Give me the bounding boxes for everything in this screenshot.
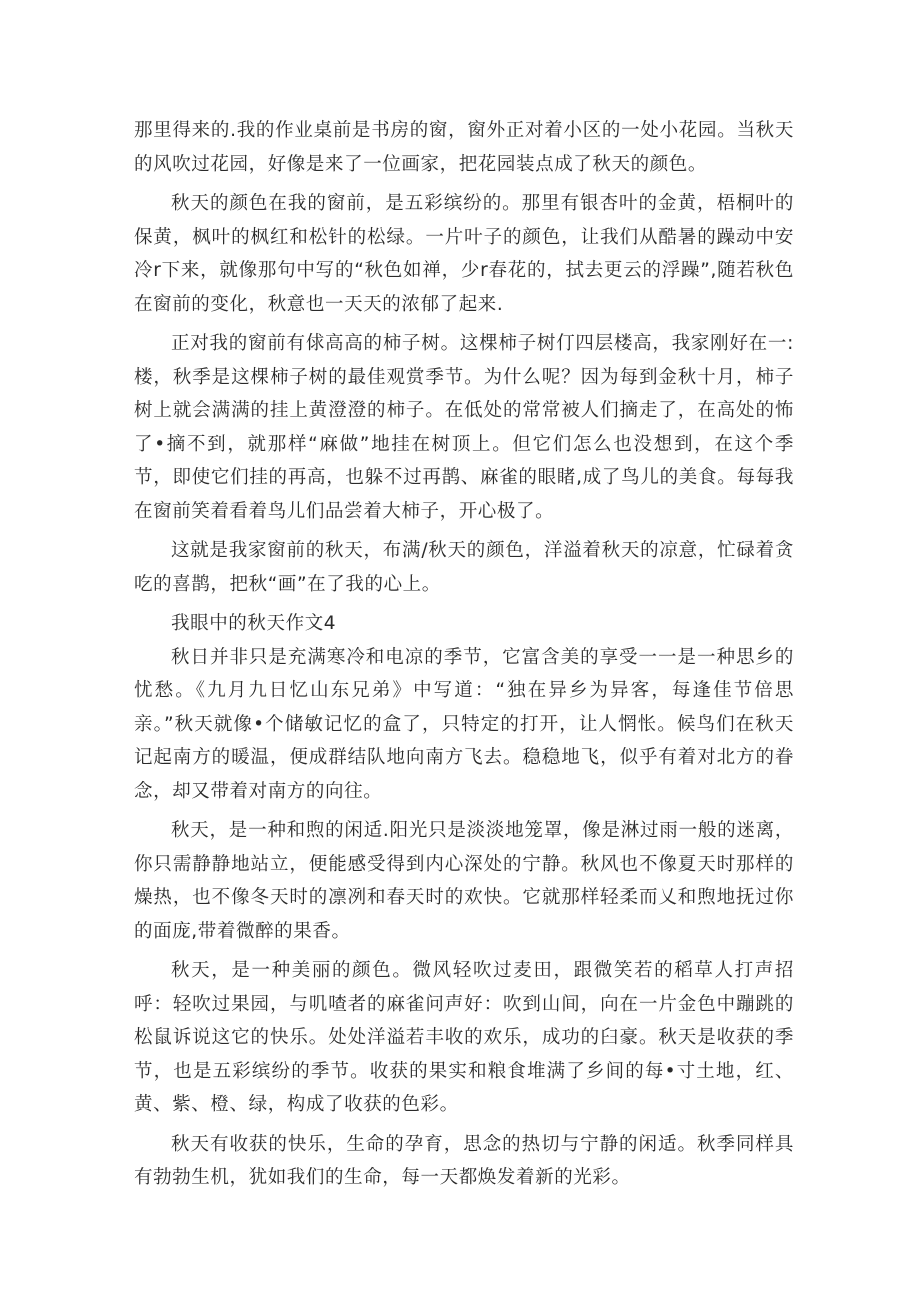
paragraph-4: 这就是我家窗前的秋天，布满/秋天的颜色，洋溢着秋天的凉意，忙碌着贪吃的喜鹊，把秋“画”在了我的心上。 <box>134 540 794 595</box>
paragraph-2: 秋天的颜色在我的窗前，是五彩缤纷的。那里有银杏叶的金黄，梧桐叶的保黄，枫叶的枫红和松针的松绿。一片叶子的颜色，让我们从酷暑的躁动中安冷r下来，就像那句中写的“秋色如禅，少r春花的，拭去更云的浮躁”,随若秋色在窗前的变化，秋意也一天天的浓郁了起来. <box>134 193 794 315</box>
paragraph-7: 秋天，是一种美丽的颜色。微风轻吹过麦田，跟微笑若的稻草人打声招呼：轻吹过果园，与叽喳者的麻雀问声好：吹到山间，向在一片金色中蹦跳的松鼠诉说这它的快乐。处处洋溢若丰收的欢乐，成功的臼豪。秋天是收获的季节，也是五彩缤纷的季节。收获的果实和粮食堆满了乡间的每•寸土地，红、黄、紫、橙、绿，构成了收获的色彩。 <box>134 960 794 1115</box>
document-body <box>134 114 794 1195</box>
paragraph-3: 正对我的窗前有俅高高的柿子树。这棵柿子树仃四层楼高，我家刚好在一:楼，秋季是这棵柿子树的最佳观赏季节。为什么呢？因为每到金秋十月，柿子树上就会满满的挂上黄澄澄的柿子。在低处的常常被人们摘走了，在高处的怖了•摘不到，就那样“麻做”地挂在树顶上。但它们怎么也没想到，在这个季节，即使它们挂的再高，也躲不过再鹊、麻雀的眼睹,成了鸟儿的美食。每每我在窗前笑着看着鸟儿们品尝着大柿子，开心极了。 <box>134 333 794 522</box>
paragraph-8: 秋天有收获的快乐，生命的孕育，思念的热切与宁静的闲适。秋季同样具有勃勃生机，犹如我们的生命，每一天都焕发着新的光彩。 <box>134 1133 794 1188</box>
paragraph-5: 秋日并非只是充满寒冷和电凉的季节，它富含美的享受一一是一种思乡的忧愁。《九月九日忆山东兄弟》中写道：“独在异乡为异客，每逢佳节倍思亲。”秋天就像•个储敏记忆的盒了，只特定的打开，让人惘怅。候鸟们在秋天记起南方的暖温，便成群结队地向南方飞去。稳稳地飞，似乎有着对北方的眷念，却又带着对南方的向往。 <box>134 646 794 802</box>
paragraph-6: 秋天，是一种和煦的闲适.阳光只是淡淡地笼罩，像是淋过雨一般的迷离，你只需静静地站立，便能感受得到内心深处的宁静。秋风也不像夏天时那样的燥热，也不像冬天时的凛冽和春天时的欢快。它就那样轻柔而乂和煦地抚过你的面庞,带着微醉的果香。 <box>134 820 794 942</box>
section-heading: 我眼中的秋天作文4 <box>171 613 337 634</box>
paragraph-1: 那里得来的.我的作业桌前是书房的窗，窗外正对着小区的一处小花园。当秋天的风吹过花园，好像是来了一位画家，把花园装点成了秋天的颜色。 <box>134 120 794 175</box>
